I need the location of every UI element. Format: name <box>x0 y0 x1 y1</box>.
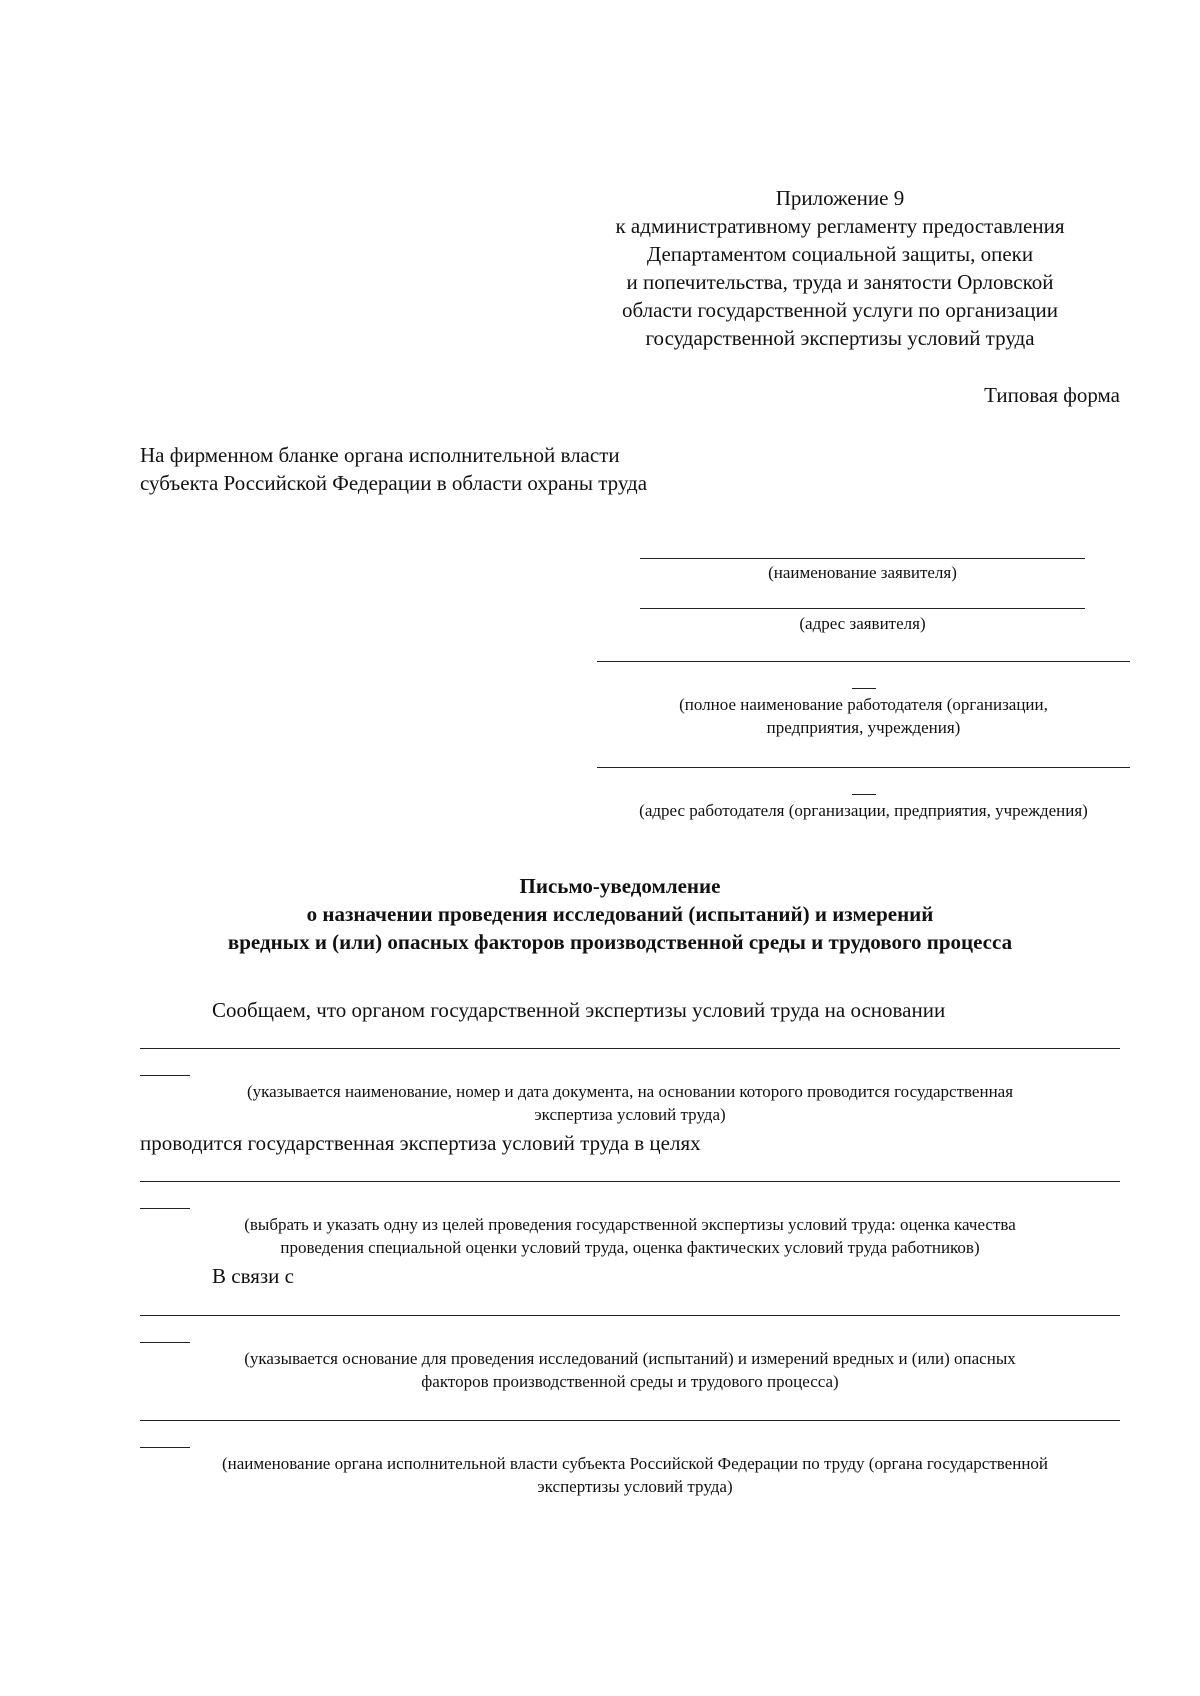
purpose-line[interactable] <box>140 1181 1120 1182</box>
basis-caption-line: экспертиза условий труда) <box>534 1105 726 1124</box>
employer-address-line-tail <box>852 794 876 795</box>
authority-caption <box>140 1452 1130 1498</box>
appendix-title: Приложение 9 <box>775 186 905 210</box>
purpose-caption-line: (выбрать и указать одну из целей проведения государственной экспертизы условий труда: оценка качества <box>244 1215 1016 1234</box>
applicant-name-line[interactable] <box>640 558 1085 559</box>
reason-caption-line: факторов производственной среды и трудового процесса) <box>421 1372 839 1391</box>
appendix-line: Департаментом социальной защиты, опеки <box>646 242 1034 266</box>
purpose-line-tail <box>140 1208 190 1209</box>
authority-line-tail <box>140 1447 190 1448</box>
title-line: вредных и (или) опасных факторов производственной среды и трудового процесса <box>227 930 1013 954</box>
authority-caption-line: экспертизы условий труда) <box>537 1477 733 1496</box>
employer-name-caption-line: (полное наименование работодателя (организации, <box>679 695 1048 714</box>
basis-line-tail <box>140 1075 190 1076</box>
basis-line[interactable] <box>140 1048 1120 1049</box>
employer-name-line-tail <box>852 688 876 689</box>
appendix-block <box>560 184 1120 352</box>
letterhead-line: субъекта Российской Федерации в области охраны труда <box>140 471 648 495</box>
applicant-address-caption: (адрес заявителя) <box>799 614 926 633</box>
employer-address-line[interactable] <box>597 767 1130 768</box>
reason-caption <box>140 1347 1120 1393</box>
appendix-line: области государственной услуги по организации <box>622 298 1058 322</box>
appendix-line: государственной экспертизы условий труда <box>645 326 1035 350</box>
employer-name-caption-line: предприятия, учреждения) <box>766 718 961 737</box>
title-line: о назначении проведения исследований (испытаний) и измерений <box>306 902 934 926</box>
authority-line[interactable] <box>140 1420 1120 1421</box>
reason-line-tail <box>140 1342 190 1343</box>
employer-address-caption: (адрес работодателя (организации, предприятия, учреждения) <box>639 801 1088 820</box>
reason-line[interactable] <box>140 1315 1120 1316</box>
typical-form-label: Типовая форма <box>984 383 1120 407</box>
purpose-caption <box>140 1213 1120 1259</box>
applicant-name-caption: (наименование заявителя) <box>768 563 957 582</box>
applicant-address-line[interactable] <box>640 608 1085 609</box>
reason-caption-line: (указывается основание для проведения исследований (испытаний) и измерений вредных и (или) опасных <box>244 1349 1016 1368</box>
basis-caption <box>140 1080 1120 1126</box>
document-title <box>140 872 1100 956</box>
employer-name-line[interactable] <box>597 661 1130 662</box>
reason-text: В связи с <box>212 1264 294 1288</box>
appendix-line: и попечительства, труда и занятости Орловской <box>626 270 1054 294</box>
title-line: Письмо-уведомление <box>519 874 721 898</box>
purpose-text: проводится государственная экспертиза условий труда в целях <box>140 1131 701 1155</box>
authority-caption-line: (наименование органа исполнительной власти субъекта Российской Федерации по труду (органа государственной <box>221 1454 1049 1473</box>
letterhead-line: На фирменном бланке органа исполнительной власти <box>140 443 620 467</box>
appendix-line: к административному регламенту предоставления <box>615 214 1065 238</box>
employer-name-caption <box>597 693 1130 739</box>
purpose-caption-line: проведения специальной оценки условий труда, оценка фактических условий труда работников) <box>280 1238 980 1257</box>
intro-text: Сообщаем, что органом государственной экспертизы условий труда на основании <box>212 998 946 1022</box>
basis-caption-line: (указывается наименование, номер и дата документа, на основании которого проводится государственная <box>246 1082 1014 1101</box>
letterhead-note <box>140 441 647 497</box>
